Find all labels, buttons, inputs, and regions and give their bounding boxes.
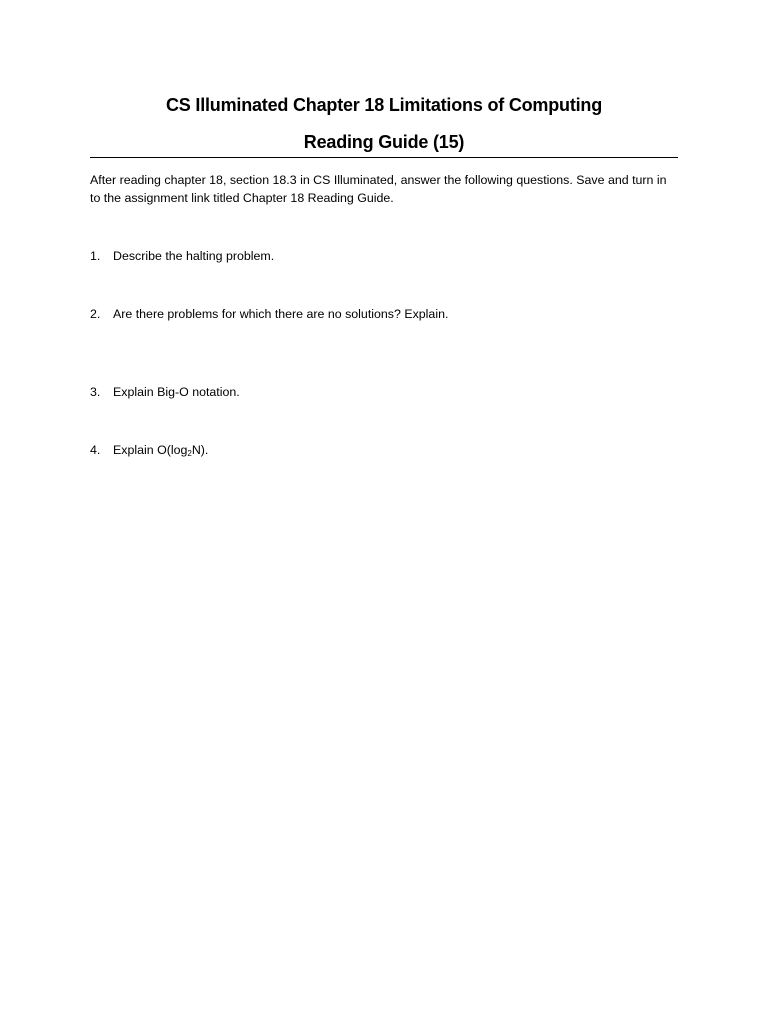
question-number: 2. [90,307,101,321]
question-number: 3. [90,385,101,399]
question-1 [90,247,274,265]
question-text-after: N). [191,443,209,457]
document-title: CS Illuminated Chapter 18 Limitations of Computing [165,95,603,115]
question-number: 4. [90,443,101,457]
question-2 [90,305,448,323]
log-base-subscript: 2 [187,449,192,458]
question-number: 1. [90,249,101,263]
document-subtitle: Reading Guide (15) [303,132,465,152]
question-text-before: Explain O(log [113,443,188,457]
question-text: Are there problems for which there are no solutions? Explain. [113,307,449,321]
question-text: Explain Big-O notation. [113,385,240,399]
intro-paragraph: After reading chapter 18, section 18.3 in CS Illuminated, answer the following questions. Save and turn in to the assignment link titled Chapter 18 Reading Guide. [90,173,667,205]
question-4 [90,441,208,463]
title-divider [90,157,678,158]
question-3 [90,383,240,401]
question-text: Describe the halting problem. [113,249,275,263]
